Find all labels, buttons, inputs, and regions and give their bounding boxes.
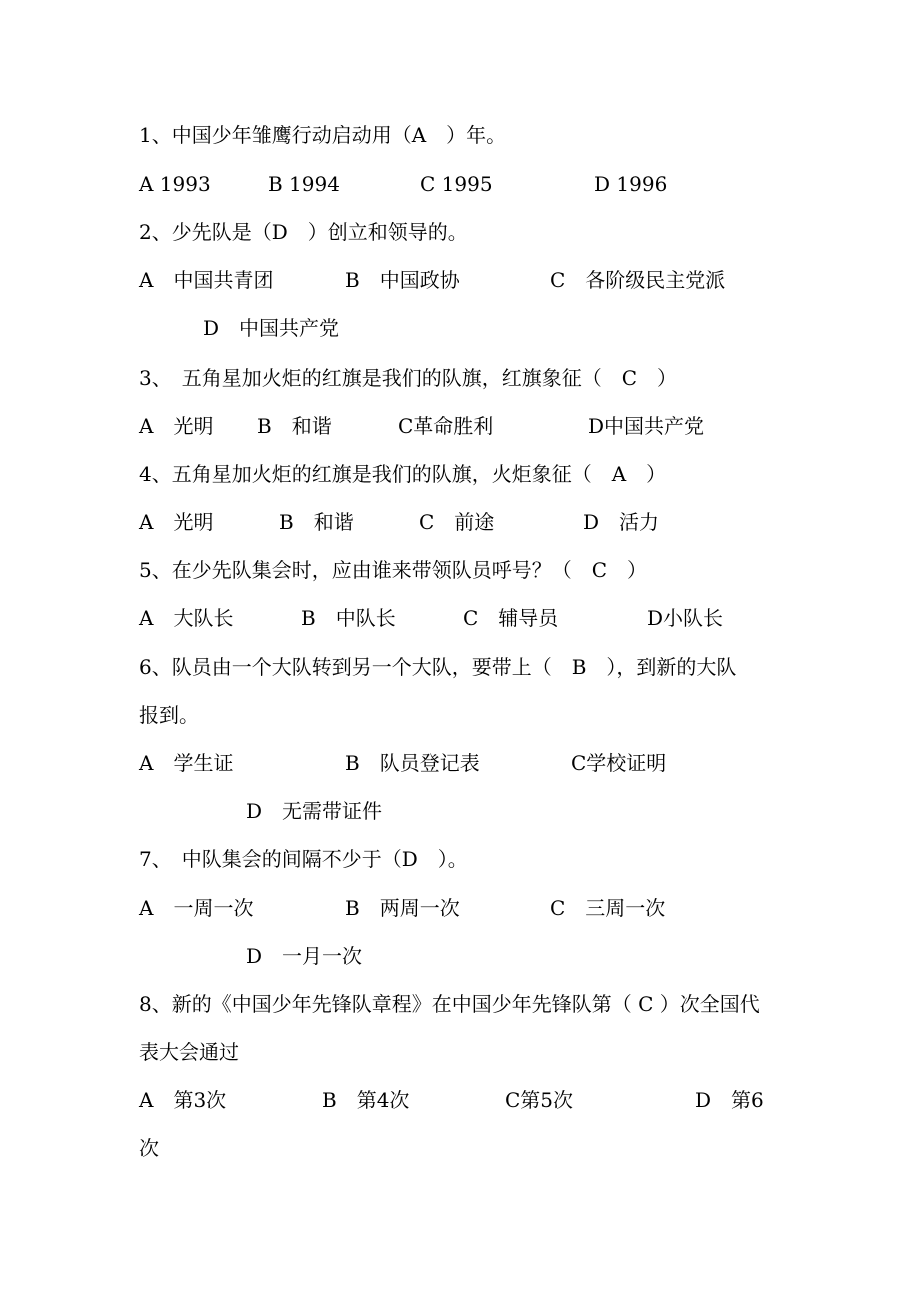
q8-option-d-cont: 次	[139, 1136, 159, 1160]
q2-option-a: A 中国共青团	[139, 268, 274, 292]
q2-option-c: C 各阶级民主党派	[550, 268, 726, 292]
q4-option-b: B 和谐	[279, 510, 354, 534]
q4-option-d: D 活力	[583, 510, 660, 534]
q5-option-c: C 辅导员	[463, 606, 559, 630]
q4-option-c: C 前途	[419, 510, 495, 534]
q3-option-c: C革命胜利	[398, 414, 494, 438]
q1-option-b: B 1994	[268, 172, 340, 196]
q7-option-a: A 一周一次	[139, 896, 254, 920]
q1-option-d: D 1996	[594, 172, 668, 196]
question-6-stem-cont: 报到。	[139, 703, 199, 727]
q8-option-d: D 第6	[695, 1088, 764, 1112]
question-4-stem: 4、五角星加火炬的红旗是我们的队旗，火炬象征（ A ）	[139, 462, 667, 486]
q7-option-d: D 一月一次	[246, 944, 363, 968]
q5-option-a: A 大队长	[139, 606, 234, 630]
q2-option-d: D 中国共产党	[203, 316, 340, 340]
question-8-stem-cont: 表大会通过	[139, 1040, 239, 1064]
q3-option-b: B 和谐	[257, 414, 332, 438]
q6-option-c: C学校证明	[571, 751, 667, 775]
question-6-stem: 6、队员由一个大队转到另一个大队，要带上（ B ），到新的大队	[139, 655, 737, 679]
question-8-stem: 8、新的《中国少年先锋队章程》在中国少年先锋队第（ C ）次全国代	[139, 992, 760, 1016]
q6-option-d: D 无需带证件	[246, 799, 383, 823]
q8-option-c: C第5次	[505, 1088, 574, 1112]
question-1-stem: 1、中国少年雏鹰行动启动用（A ）年。	[139, 123, 507, 147]
q5-option-d: D小队长	[647, 606, 724, 630]
question-5-stem: 5、在少先队集会时，应由谁来带领队员呼号？（ C ）	[139, 558, 648, 582]
q6-option-b: B 队员登记表	[345, 751, 480, 775]
q8-option-a: A 第3次	[139, 1088, 227, 1112]
q4-option-a: A 光明	[139, 510, 214, 534]
q3-option-a: A 光明	[139, 414, 214, 438]
q3-option-d: D中国共产党	[588, 414, 705, 438]
question-3-stem: 3、 五角星加火炬的红旗是我们的队旗，红旗象征（ C ）	[139, 366, 678, 390]
question-2-stem: 2、少先队是（D ）创立和领导的。	[139, 220, 468, 244]
q7-option-c: C 三周一次	[550, 896, 666, 920]
q5-option-b: B 中队长	[301, 606, 396, 630]
q2-option-b: B 中国政协	[345, 268, 460, 292]
q8-option-b: B 第4次	[322, 1088, 410, 1112]
question-7-stem: 7、 中队集会的间隔不少于（D ）。	[139, 847, 468, 871]
q1-option-a: A 1993	[139, 172, 211, 196]
q7-option-b: B 两周一次	[345, 896, 460, 920]
q1-option-c: C 1995	[420, 172, 493, 196]
q6-option-a: A 学生证	[139, 751, 234, 775]
